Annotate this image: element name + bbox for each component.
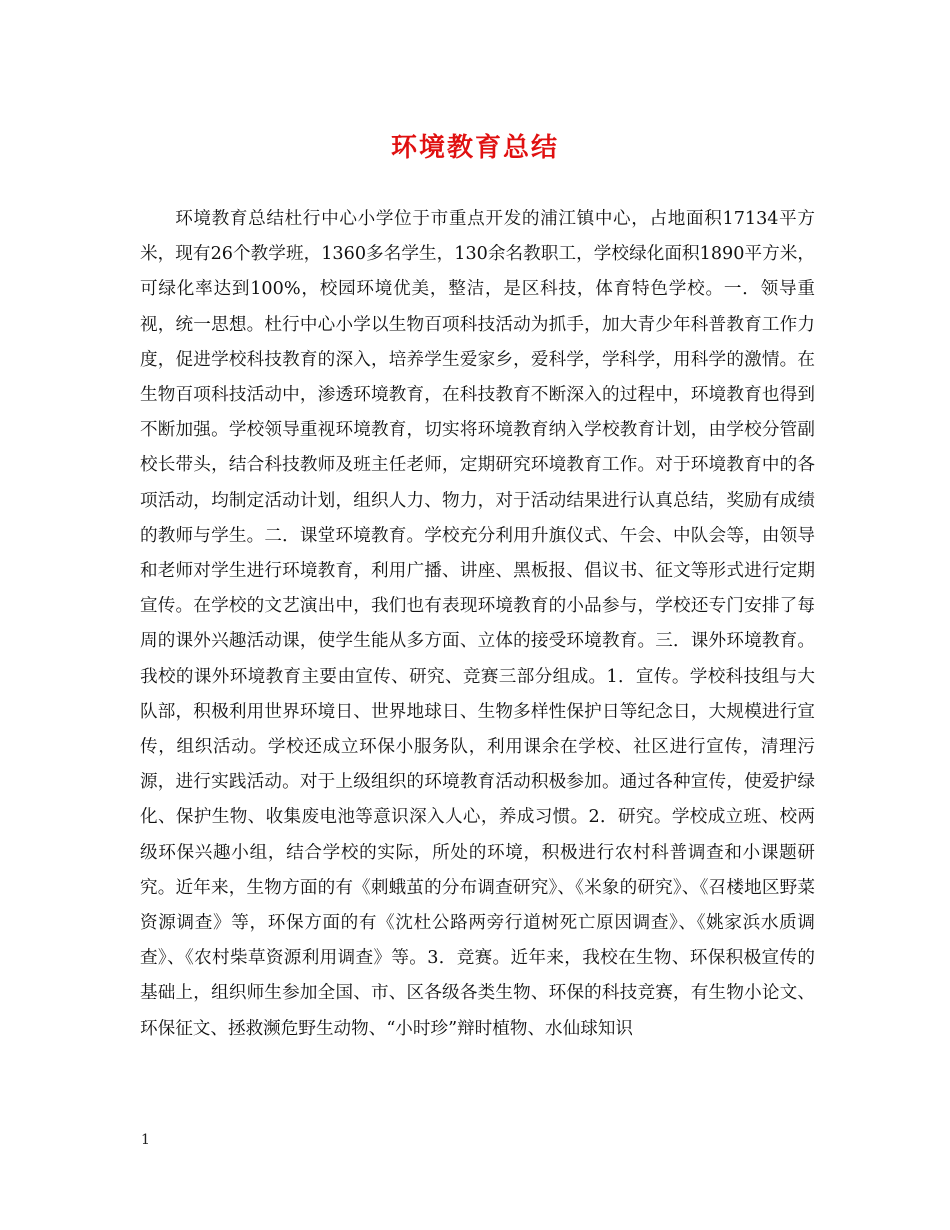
document-body-paragraph: 环境教育总结杜行中心小学位于市重点开发的浦江镇中心，占地面积17134平方米，现有26个教学班，1360多名学生，130余名教职工，学校绿化面积1890平方米，可绿化率达到100%，校园环境优美，整洁，是区科技，体育特色学校。一．领导重视，统一思想。杜行中心小学以生物百项科技活动为抓手，加大青少年科普教育工作力度，促进学校科技教育的深入，培养学生爱家乡，爱科学，学科学，用科学的激情。在生物百项科技活动中，渗透环境教育，在科技教育不断深入的过程中，环境教育也得到不断加强。学校领导重视环境教育，切实将环境教育纳入学校教育计划，由学校分管副校长带头，结合科技教师及班主任老师，定期研究环境教育工作。对于环境教育中的各项活动，均制定活动计划，组织人力、物力，对于活动结果进行认真总结，奖励有成绩的教师与学生。二．课堂环境教育。学校充分利用升旗仪式、午会、中队会等，由领导和老师对学生进行环境教育，利用广播、讲座、黑板报、倡议书、征文等形式进行定期宣传。在学校的文艺演出中，我们也有表现环境教育的小品参与，学校还专门安排了每周的课外兴趣活动课，使学生能从多方面、立体的接受环境教育。三．课外环境教育。我校的课外环境教育主要由宣传、研究、竞赛三部分组成。1．宣传。学校科技组与大队部，积极利用世界环境日、世界地球日、生物多样性保护日等纪念日，大规模进行宣传，组织活动。学校还成立环保小服务队，利用课余在学校、社区进行宣传，清理污源，进行实践活动。对于上级组织的环境教育活动积极参加。通过各种宣传，使爱护绿化、保护生物、收集废电池等意识深入人心，养成习惯。2．研究。学校成立班、校两级环保兴趣小组，结合学校的实际，所处的环境，积极进行农村科普调查和小课题研究。近年来，生物方面的有《刺蛾茧的分布调查研究》、《米象的研究》、《召楼地区野菜资源调查》等，环保方面的有《沈杜公路两旁行道树死亡原因调查》、《姚家浜水质调查》、《农村柴草资源利用调查》等。3．竞赛。近年来，我校在生物、环保积极宣传的基础上，组织师生参加全国、市、区各级各类生物、环保的科技竞赛，有生物小论文、环保征文、拯救濒危野生动物、“小时珍”辩时植物、水仙球知识 — [140, 209, 815, 1039]
page-number: 1 — [141, 1132, 150, 1148]
document-title: 环境教育总结 — [390, 133, 559, 163]
